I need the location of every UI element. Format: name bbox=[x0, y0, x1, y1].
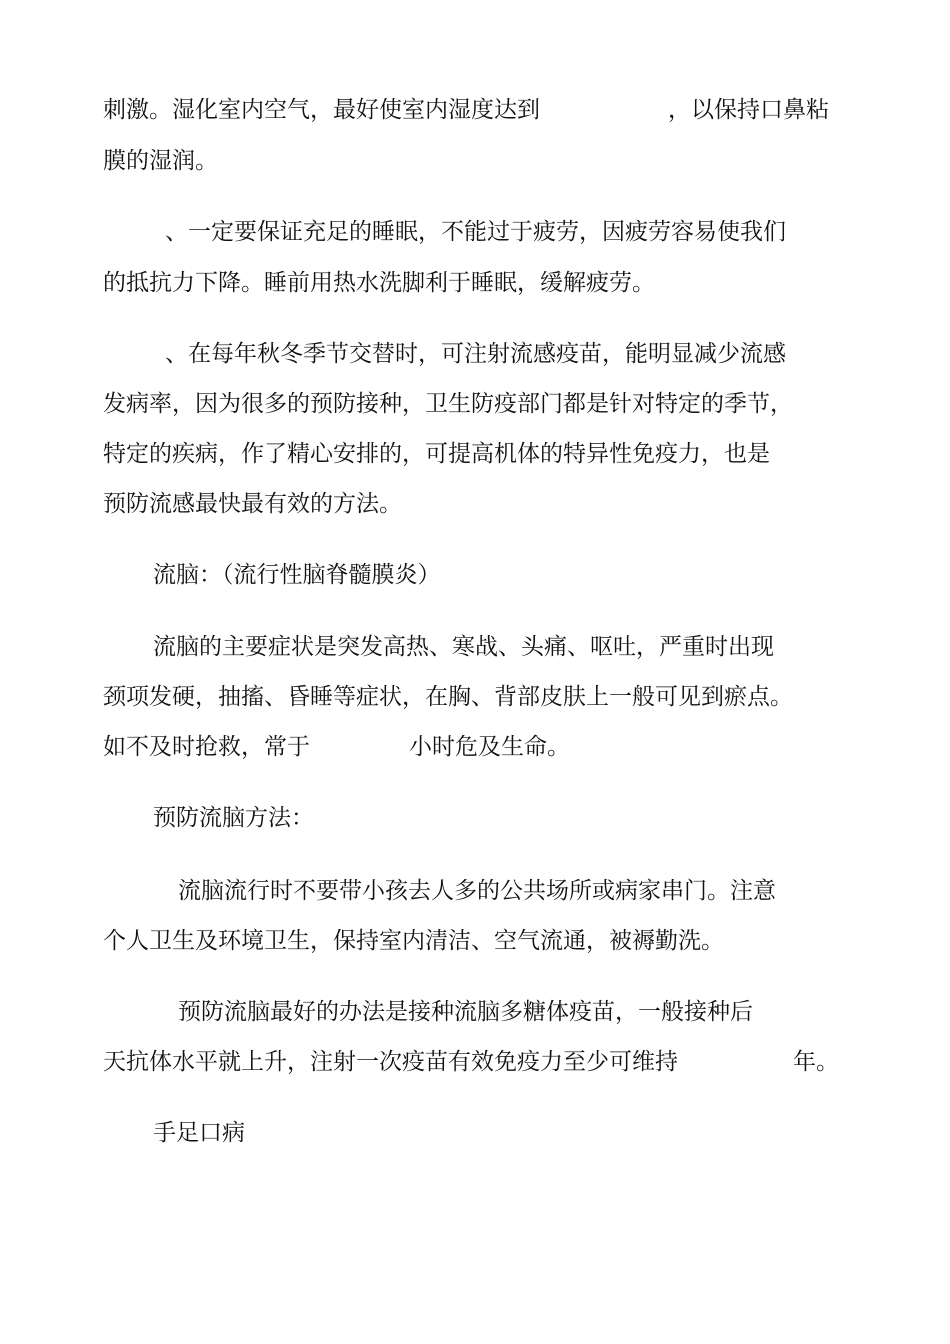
paragraph-1-line-1-part-a: 刺激。湿化室内空气，最好使室内湿度达到 bbox=[103, 97, 540, 123]
paragraph-6-line-2 bbox=[103, 1047, 843, 1077]
paragraph-1-line-1 bbox=[103, 95, 863, 125]
paragraph-3-line-3: 特定的疾病，作了精心安排的，可提高机体的特异性免疫力，也是 bbox=[103, 441, 770, 467]
heading-meningitis: 流脑：（流行性脑脊髓膜炎） bbox=[153, 562, 441, 588]
paragraph-5-line-1: 流脑流行时不要带小孩去人多的公共场所或病家串门。注意 bbox=[178, 878, 776, 904]
paragraph-4-line-2: 颈项发硬，抽搐、昏睡等症状，在胸、背部皮肤上一般可见到瘀点。 bbox=[103, 684, 793, 710]
paragraph-3-line-1: 、在每年秋冬季节交替时，可注射流感疫苗，能明显减少流感 bbox=[165, 341, 786, 367]
paragraph-5-line-2: 个人卫生及环境卫生，保持室内清洁、空气流通，被褥勤洗。 bbox=[103, 928, 724, 954]
paragraph-6-line-1: 预防流脑最好的办法是接种流脑多糖体疫苗，一般接种后 bbox=[178, 999, 753, 1025]
paragraph-2-line-1: 、一定要保证充足的睡眠，不能过于疲劳，因疲劳容易使我们 bbox=[165, 219, 786, 245]
paragraph-1-line-2: 膜的湿润。 bbox=[103, 148, 218, 174]
paragraph-6-line-2-part-a: 天抗体水平就上升，注射一次疫苗有效免疫力至少可维持 bbox=[103, 1049, 678, 1075]
paragraph-3-line-4: 预防流感最快最有效的方法。 bbox=[103, 491, 402, 517]
paragraph-6-line-2-part-b: 年。 bbox=[793, 1049, 839, 1075]
heading-prevention: 预防流脑方法： bbox=[153, 805, 314, 831]
paragraph-3-line-2: 发病率，因为很多的预防接种，卫生防疫部门都是针对特定的季节， bbox=[103, 391, 793, 417]
paragraph-1-line-1-part-b: ，以保持口鼻粘 bbox=[668, 97, 829, 123]
paragraph-4-line-3-part-a: 如不及时抢救，常于 bbox=[103, 734, 310, 760]
paragraph-4-line-1: 流脑的主要症状是突发高热、寒战、头痛、呕吐，严重时出现 bbox=[153, 634, 774, 660]
paragraph-4-line-3-part-b: 小时危及生命。 bbox=[409, 734, 570, 760]
paragraph-4-line-3 bbox=[103, 732, 603, 762]
heading-hand-foot-mouth: 手足口病 bbox=[153, 1120, 245, 1146]
paragraph-2-line-2: 的抵抗力下降。睡前用热水洗脚利于睡眠，缓解疲劳。 bbox=[103, 270, 655, 296]
